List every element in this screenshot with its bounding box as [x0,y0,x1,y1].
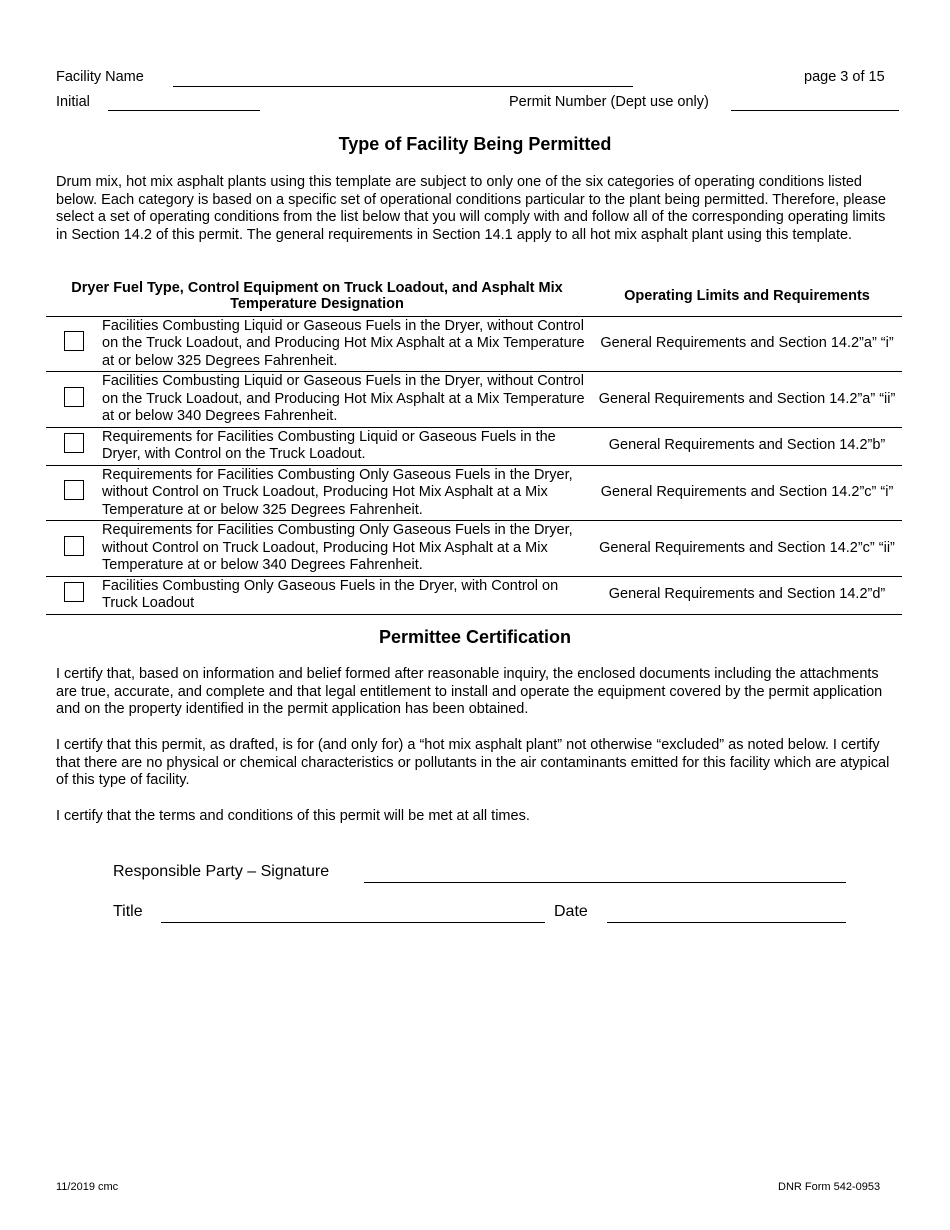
col-header-requirements: Operating Limits and Requirements [624,287,870,304]
facility-name-label: Facility Name [56,69,144,85]
row-description: Facilities Combusting Liquid or Gaseous Fuels in the Dryer, without Control on the Truck Loadout, and Producing Hot Mix Asphalt at a Mix Temperature at or below 325 Degrees Fahrenheit. [102,316,592,372]
row-requirement: General Requirements and Section 14.2”b” [592,427,902,465]
initial-label: Initial [56,94,90,110]
table-row [46,465,902,521]
title-field[interactable] [161,922,545,923]
row-description: Requirements for Facilities Combusting Only Gaseous Fuels in the Dryer, without Control on Truck Loadout, Producing Hot Mix Asphalt at a Mix Temperature at or below 340 Degrees Fahrenheit. [102,521,592,577]
footer-form-number: DNR Form 542-0953 [778,1181,881,1193]
page-number: page 3 of 15 [804,69,885,85]
intro-paragraph: Drum mix, hot mix asphalt plants using this template are subject to only one of the six categories of operating conditions listed below. Each category is based on a specific set of operational conditions particular to the plant being permitted. Therefore, please select a set of operating conditions from the list below that you will comply with and follow all of the corresponding operating limits in Section 14.2 of this permit. The general requirements in Section 14.1 apply to all hot mix asphalt plant using this template. [56,174,886,243]
row-requirement: General Requirements and Section 14.2”a” “ii” [592,372,902,428]
date-field[interactable] [607,922,846,923]
option-checkbox-4[interactable] [64,480,84,500]
row-requirement: General Requirements and Section 14.2”d” [592,576,902,614]
table-row [46,316,902,372]
certification-paragraph-1: I certify that, based on information and belief formed after reasonable inquiry, the enclosed documents including the attachments are true, accurate, and complete and that legal entitlement to install and operate the equipment covered by the permit application and on the property identified in the permit application has been obtained. [56,666,883,717]
date-label: Date [554,903,588,920]
col-header-designation: Dryer Fuel Type, Control Equipment on Truck Loadout, and Asphalt Mix Temperature Designation [71,279,563,312]
table-row [46,576,902,614]
row-requirement: General Requirements and Section 14.2”a” “i” [592,316,902,372]
option-checkbox-2[interactable] [64,387,84,407]
table-row [46,372,902,428]
section-title: Type of Facility Being Permitted [338,134,612,154]
option-checkbox-5[interactable] [64,536,84,556]
footer-date-code: 11/2019 cmc [56,1181,119,1193]
row-description: Facilities Combusting Liquid or Gaseous Fuels in the Dryer, without Control on the Truck Loadout, and Producing Hot Mix Asphalt at a Mix Temperature at or below 340 Degrees Fahrenheit. [102,372,592,428]
row-requirement: General Requirements and Section 14.2”c” “i” [592,465,902,521]
row-requirement: General Requirements and Section 14.2”c” “ii” [592,521,902,577]
signature-label: Responsible Party – Signature [113,863,330,880]
certification-paragraph-2: I certify that this permit, as drafted, is for (and only for) a “hot mix asphalt plant” not otherwise “excluded” as noted below. I certify that there are no physical or chemical characteristics or pollutants in the air contaminants emitted for this facility which are atypical of this type of facility. [56,737,890,788]
initial-field[interactable] [108,110,260,111]
table-row [46,427,902,465]
row-description: Requirements for Facilities Combusting Liquid or Gaseous Fuels in the Dryer, with Control on the Truck Loadout. [102,427,592,465]
option-checkbox-1[interactable] [64,331,84,351]
option-checkbox-3[interactable] [64,433,84,453]
signature-field[interactable] [364,882,846,883]
table-row [46,521,902,577]
title-label: Title [113,903,143,920]
row-description: Requirements for Facilities Combusting Only Gaseous Fuels in the Dryer, without Control on Truck Loadout, Producing Hot Mix Asphalt at a Mix Temperature at or below 325 Degrees Fahrenheit. [102,465,592,521]
row-description: Facilities Combusting Only Gaseous Fuels in the Dryer, with Control on Truck Loadout [102,576,592,614]
permit-number-label: Permit Number (Dept use only) [509,94,709,110]
certification-paragraph-3: I certify that the terms and conditions of this permit will be met at all times. [56,808,530,824]
facility-name-field[interactable] [173,86,633,87]
option-checkbox-6[interactable] [64,582,84,602]
certification-title: Permittee Certification [378,627,572,647]
permit-number-field[interactable] [731,110,899,111]
operating-conditions-table [46,278,902,615]
